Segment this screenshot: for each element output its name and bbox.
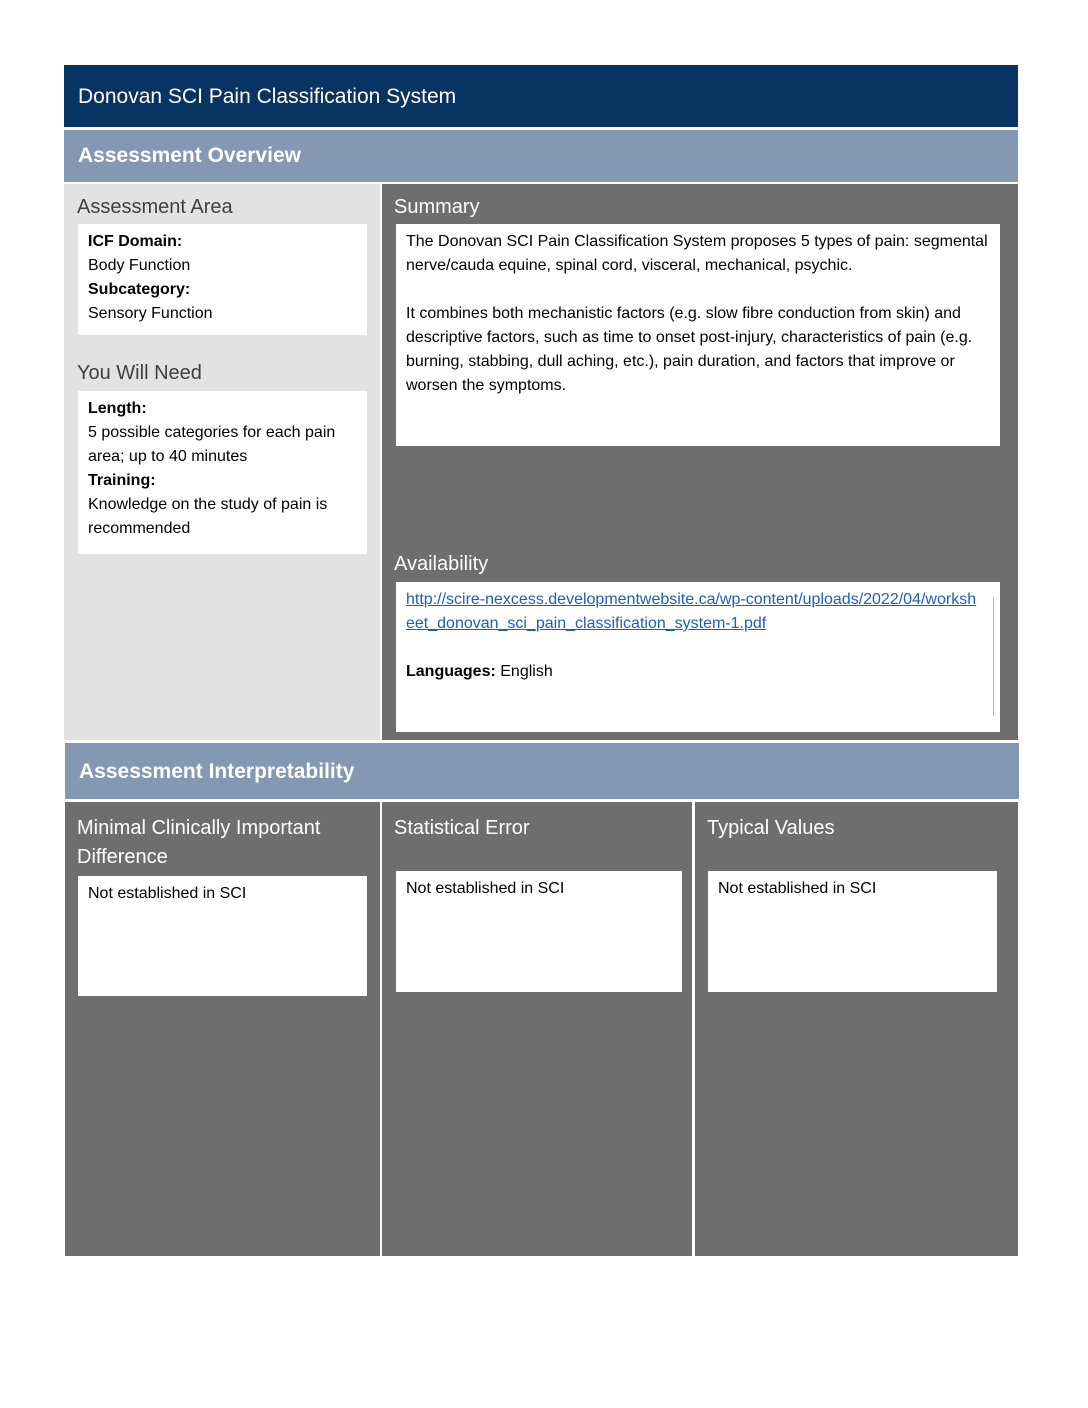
length-value: 5 possible categories for each pain area; up to 40 minutes [88,424,336,465]
assessment-overview-header [64,130,1018,182]
icf-domain-label: ICF Domain: [88,233,183,250]
you-will-need-box [78,391,367,554]
availability-box [396,582,1000,732]
training-label: Training: [88,472,156,489]
worksheet-link[interactable]: http://scire-nexcess.developmentwebsite.ca/wp-content/uploads/2022/04/worksheet_donovan_sci_pain_classification_system-1.pdf [406,591,977,632]
statistical-error-box [396,871,682,992]
mcid-heading: Minimal Clinically Important Difference [77,817,321,868]
summary-heading: Summary [394,196,480,218]
page-title-text: Donovan SCI Pain Classification System [78,85,457,108]
typical-values-value: Not established in SCI [718,880,877,897]
subcategory-label: Subcategory: [88,281,191,298]
languages-label: Languages: [406,663,496,680]
subcategory-value: Sensory Function [88,305,213,322]
assessment-interpretability-header [65,743,1019,799]
summary-paragraph-1: The Donovan SCI Pain Classification System proposes 5 types of pain: segmental nerve/cauda equine, spinal cord, visceral, mechanical, psychic. [406,233,988,274]
summary-box [396,224,1000,446]
assessment-area-heading: Assessment Area [77,196,233,218]
you-will-need-heading: You Will Need [77,362,202,384]
typical-values-heading: Typical Values [707,817,835,839]
availability-heading: Availability [394,553,489,575]
assessment-overview-title: Assessment Overview [78,144,301,167]
mcid-box [78,876,367,996]
assessment-interpretability-title: Assessment Interpretability [79,760,355,783]
languages-value: English [500,663,553,680]
icf-domain-value: Body Function [88,257,191,274]
statistical-error-value: Not established in SCI [406,880,565,897]
training-value: Knowledge on the study of pain is recommended [88,496,328,537]
mcid-value: Not established in SCI [88,885,247,902]
typical-values-box [708,871,997,992]
length-label: Length: [88,400,147,417]
page-title [64,65,1018,127]
availability-divider [993,598,994,716]
assessment-area-box [78,224,367,335]
summary-paragraph-2: It combines both mechanistic factors (e.g. slow fibre conduction from skin) and descriptive factors, such as time to onset post-injury, characteristics of pain (e.g. burning, stabbing, dull aching, etc.), pain duration, and factors that improve or worsen the symptoms. [406,305,973,394]
statistical-error-heading: Statistical Error [394,817,530,839]
